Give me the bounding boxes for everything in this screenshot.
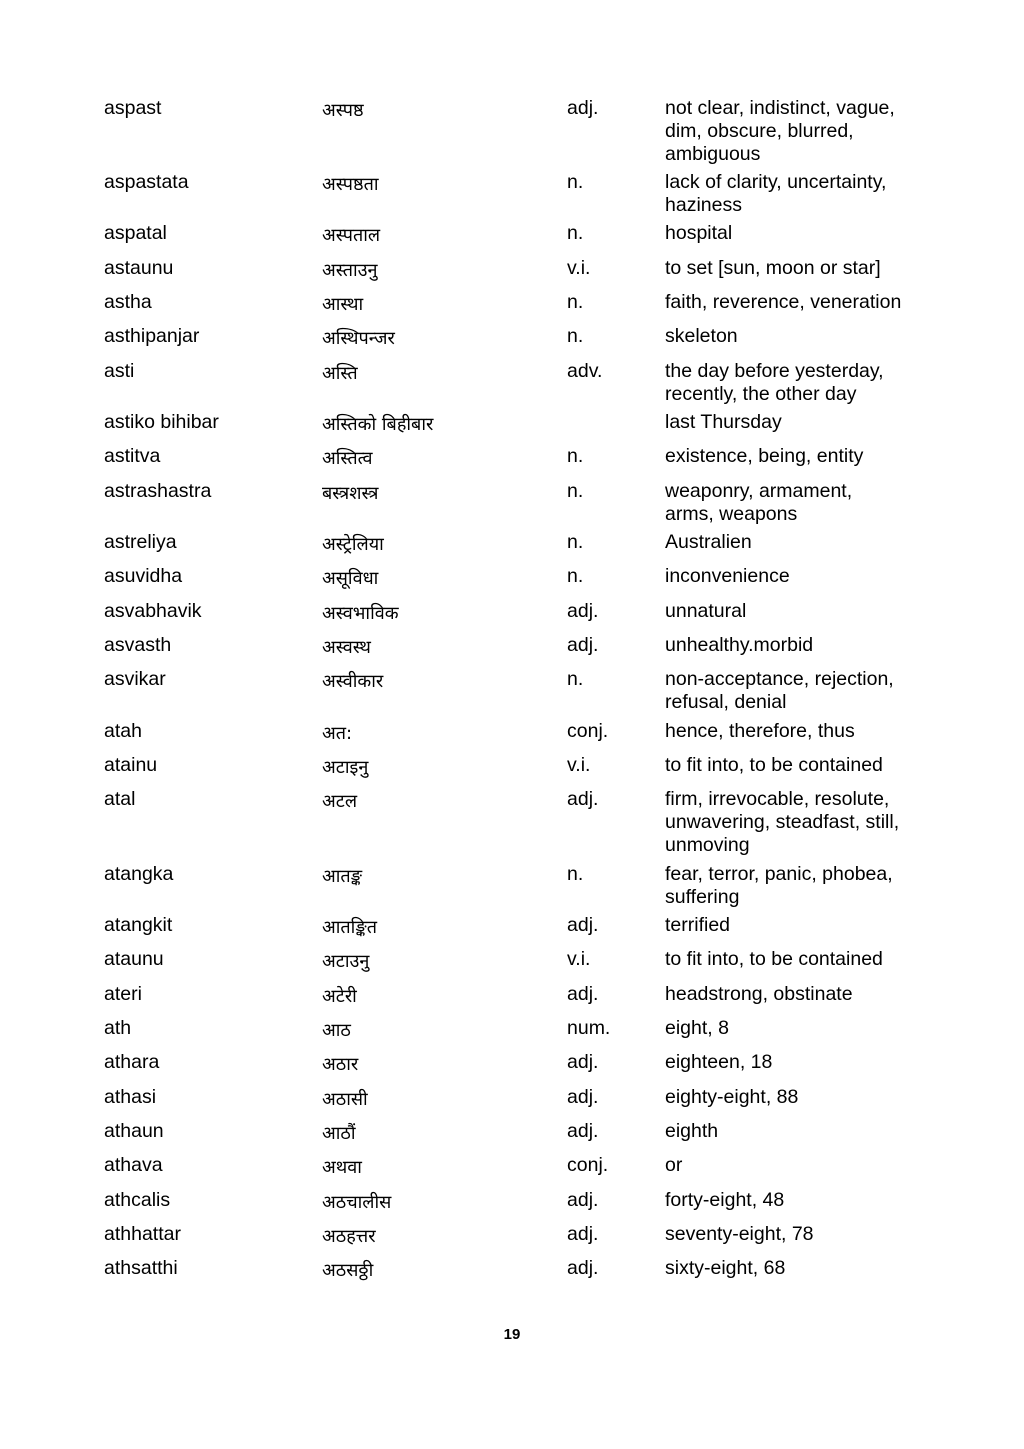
entry-meaning: to fit into, to be contained [665, 948, 883, 970]
entry-transliteration: ath [104, 1017, 132, 1039]
entry-part-of-speech: adj. [567, 1257, 599, 1279]
entry-devanagari: अस्पष्ठता [322, 174, 379, 195]
entry-transliteration: asvikar [104, 668, 166, 690]
entry-devanagari: अथवा [322, 1157, 362, 1178]
entry-devanagari: अठासी [322, 1089, 368, 1110]
entry-meaning: firm, irrevocable, resolute, unwavering, steadfast, still, unmoving [665, 788, 900, 856]
entry-part-of-speech: adj. [567, 1051, 599, 1073]
entry-devanagari: अस्वीकार [322, 671, 384, 692]
entry-meaning: unhealthy.morbid [665, 634, 814, 656]
entry-transliteration: astha [104, 291, 152, 313]
entry-meaning: to fit into, to be contained [665, 754, 883, 776]
entry-part-of-speech: v.i. [567, 948, 591, 970]
entry-part-of-speech: adj. [567, 600, 599, 622]
entry-meaning: terrified [665, 914, 731, 936]
entry-meaning: existence, being, entity [665, 445, 864, 467]
entry-part-of-speech: adj. [567, 1086, 599, 1108]
entry-meaning: seventy-eight, 78 [665, 1223, 814, 1245]
entry-part-of-speech: n. [567, 668, 584, 690]
entry-transliteration: athara [104, 1051, 160, 1073]
entry-transliteration: atangka [104, 863, 174, 885]
entry-transliteration: ataunu [104, 948, 164, 970]
entry-meaning: hence, therefore, thus [665, 720, 855, 742]
entry-devanagari: अस्ट्रेलिया [322, 534, 384, 555]
entry-part-of-speech: n. [567, 565, 584, 587]
entry-meaning: unnatural [665, 600, 747, 622]
entry-devanagari: आतङ्कित [322, 917, 377, 938]
entry-part-of-speech: n. [567, 291, 584, 313]
entry-part-of-speech: n. [567, 445, 584, 467]
entry-transliteration: astaunu [104, 257, 174, 279]
entry-devanagari: अस्ताउनु [322, 260, 378, 281]
entry-transliteration: astrashastra [104, 480, 212, 502]
entry-meaning: sixty-eight, 68 [665, 1257, 786, 1279]
entry-meaning: hospital [665, 222, 733, 244]
entry-meaning: skeleton [665, 325, 738, 347]
entry-part-of-speech: n. [567, 222, 584, 244]
entry-devanagari: आठौं [322, 1123, 356, 1144]
entry-transliteration: athsatthi [104, 1257, 178, 1279]
entry-meaning: or [665, 1154, 683, 1176]
entry-devanagari: अटेरी [322, 986, 357, 1007]
entry-part-of-speech: v.i. [567, 754, 591, 776]
entry-meaning: forty-eight, 48 [665, 1189, 785, 1211]
entry-devanagari: आस्था [322, 294, 364, 315]
entry-meaning: the day before yesterday, recently, the other day [665, 360, 884, 405]
entry-devanagari: अस्ति [322, 363, 358, 384]
entry-transliteration: athava [104, 1154, 163, 1176]
entry-part-of-speech: n. [567, 480, 584, 502]
entry-transliteration: astitva [104, 445, 161, 467]
entry-part-of-speech: n. [567, 171, 584, 193]
entry-part-of-speech: adv. [567, 360, 603, 382]
entry-transliteration: atal [104, 788, 136, 810]
page-number: 19 [503, 1326, 521, 1343]
entry-part-of-speech: conj. [567, 1154, 609, 1176]
entry-part-of-speech: n. [567, 325, 584, 347]
entry-meaning: last Thursday [665, 411, 782, 433]
entry-transliteration: atah [104, 720, 142, 742]
entry-transliteration: athasi [104, 1086, 157, 1108]
entry-transliteration: aspatal [104, 222, 167, 244]
entry-part-of-speech: v.i. [567, 257, 591, 279]
entry-devanagari: अस्पष्ठ [322, 100, 364, 121]
entry-devanagari: अठार [322, 1054, 359, 1075]
entry-devanagari: अटाउनु [322, 951, 370, 972]
entry-transliteration: athhattar [104, 1223, 181, 1245]
entry-devanagari: आठ [322, 1020, 351, 1041]
entry-transliteration: asthipanjar [104, 325, 200, 347]
entry-devanagari: अस्वभाविक [322, 603, 399, 624]
entry-meaning: eighteen, 18 [665, 1051, 773, 1073]
entry-meaning: eight, 8 [665, 1017, 729, 1039]
entry-transliteration: aspastata [104, 171, 189, 193]
entry-transliteration: atangkit [104, 914, 173, 936]
entry-devanagari: अस्पताल [322, 225, 381, 246]
entry-devanagari: अस्थिपन्जर [322, 328, 395, 349]
entry-part-of-speech: adj. [567, 1223, 599, 1245]
entry-part-of-speech: adj. [567, 97, 599, 119]
entry-meaning: eighth [665, 1120, 719, 1142]
entry-devanagari: अटल [322, 791, 358, 812]
entry-transliteration: asuvidha [104, 565, 183, 587]
entry-meaning: not clear, indistinct, vague, dim, obscure, blurred, ambiguous [665, 97, 895, 165]
entry-part-of-speech: n. [567, 531, 584, 553]
entry-part-of-speech: adj. [567, 1189, 599, 1211]
entry-transliteration: athcalis [104, 1189, 171, 1211]
entry-part-of-speech: adj. [567, 634, 599, 656]
entry-part-of-speech: n. [567, 863, 584, 885]
entry-meaning: lack of clarity, uncertainty, haziness [665, 171, 887, 216]
entry-devanagari: अत: [322, 723, 353, 744]
entry-devanagari: अस्वस्थ [322, 637, 371, 658]
entry-transliteration: athaun [104, 1120, 164, 1142]
entry-devanagari: अटाइनु [322, 757, 369, 778]
entry-devanagari: असूविधा [322, 568, 379, 589]
entry-meaning: to set [sun, moon or star] [665, 257, 881, 279]
entry-devanagari: अठचालीस [322, 1192, 392, 1213]
entry-meaning: weaponry, armament, arms, weapons [665, 480, 853, 525]
entry-transliteration: aspast [104, 97, 162, 119]
entry-meaning: eighty-eight, 88 [665, 1086, 799, 1108]
entry-devanagari: अस्तित्व [322, 448, 373, 469]
entry-part-of-speech: adj. [567, 1120, 599, 1142]
entry-meaning: fear, terror, panic, phobea, suffering [665, 863, 893, 908]
entry-transliteration: asvasth [104, 634, 172, 656]
entry-transliteration: atainu [104, 754, 158, 776]
entry-devanagari: अठसठ्ठी [322, 1260, 374, 1281]
entry-meaning: inconvenience [665, 565, 790, 587]
entry-part-of-speech: num. [567, 1017, 611, 1039]
entry-transliteration: asti [104, 360, 135, 382]
entry-meaning: Australien [665, 531, 752, 553]
entry-transliteration: asvabhavik [104, 600, 202, 622]
entry-devanagari: आतङ्क [322, 866, 363, 887]
entry-transliteration: ateri [104, 983, 142, 1005]
entry-meaning: non-acceptance, rejection, refusal, denial [665, 668, 894, 713]
entry-transliteration: astiko bihibar [104, 411, 219, 433]
entry-meaning: headstrong, obstinate [665, 983, 853, 1005]
entry-devanagari: बस्त्रशस्त्र [322, 483, 379, 504]
entry-meaning: faith, reverence, veneration [665, 291, 902, 313]
entry-devanagari: अस्तिको बिहीबार [322, 414, 434, 435]
entry-part-of-speech: conj. [567, 720, 609, 742]
entry-transliteration: astreliya [104, 531, 177, 553]
entry-devanagari: अठहत्तर [322, 1226, 376, 1247]
entry-part-of-speech: adj. [567, 914, 599, 936]
entry-part-of-speech: adj. [567, 983, 599, 1005]
entry-part-of-speech: adj. [567, 788, 599, 810]
